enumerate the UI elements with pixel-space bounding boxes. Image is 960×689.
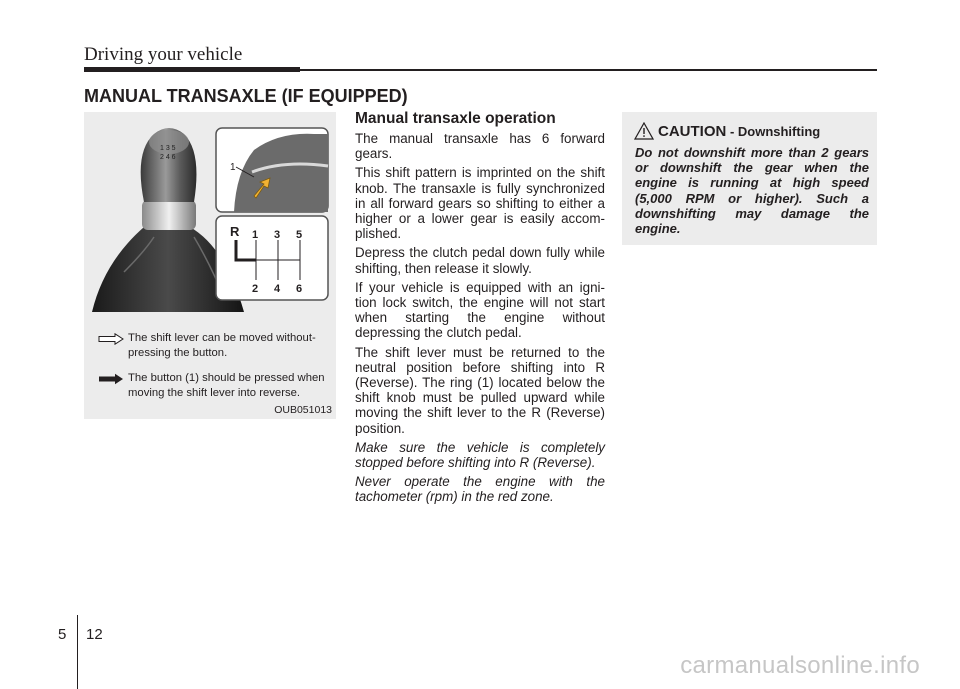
caution-title bbox=[658, 123, 820, 140]
shift-knob-illustration bbox=[84, 112, 336, 342]
paragraph: The shift lever must be returned to the neutral position before shifting into R (Reverse). The ring (1) located below the shift knob must be pulled upward while moving the shift lever to the R (Reverse) position. bbox=[355, 344, 605, 436]
paragraph: Depress the clutch pedal down fully while shifting, then release it slowly. bbox=[355, 245, 605, 276]
caution-text: Do not downshift more than 2 gears or downshift the gear when the engine is running at high speed (5,000 RPM or higher). Such a downshifting may damage the engine. bbox=[635, 145, 869, 237]
caution-label: CAUTION bbox=[658, 123, 727, 140]
gate-label-1: 1 bbox=[252, 229, 259, 241]
page-number: 12 bbox=[86, 626, 103, 643]
subsection-title: Manual transaxle operation bbox=[355, 110, 556, 127]
legend-text-filled: The button (1) should be pressed when moving the shift lever into reverse. bbox=[128, 372, 325, 399]
header-rule-thick bbox=[84, 67, 300, 72]
figure-code: OUB051013 bbox=[274, 404, 332, 416]
paragraph: If your vehicle is equipped with an igni-tion lock switch, the engine will not start when starting the engine without depressing the clutch pedal. bbox=[355, 279, 605, 341]
watermark: carmanualsonline.info bbox=[680, 652, 920, 679]
gate-label-5: 5 bbox=[296, 229, 303, 241]
header-rule-thin bbox=[300, 69, 877, 71]
chapter-number: 5 bbox=[58, 626, 67, 643]
section-title: MANUAL TRANSAXLE (IF EQUIPPED) bbox=[84, 86, 408, 106]
knob-label-bottom: 2 4 6 bbox=[160, 154, 176, 161]
gate-label-4: 4 bbox=[274, 283, 281, 295]
legend-text-outline: The shift lever can be moved without- pressing the button. bbox=[128, 332, 316, 359]
shift-lever-figure bbox=[84, 112, 336, 419]
main-text-column bbox=[355, 110, 605, 509]
filled-arrow-icon bbox=[98, 373, 124, 385]
caution-box bbox=[622, 112, 877, 245]
warning-triangle-icon bbox=[634, 122, 654, 140]
italic-note: Never operate the engine with the tachometer (rpm) in the red zone. bbox=[355, 474, 605, 505]
outline-arrow-icon bbox=[98, 333, 124, 345]
running-header: Driving your vehicle bbox=[84, 44, 243, 65]
paragraph: The manual transaxle has 6 forward gears. bbox=[355, 131, 605, 162]
gate-label-r: R bbox=[230, 224, 240, 239]
caution-header bbox=[632, 122, 872, 142]
italic-note: Make sure the vehicle is completely stopped before shifting into R (Reverse). bbox=[355, 439, 605, 471]
caution-subtitle: - Downshifting bbox=[726, 124, 821, 139]
gate-label-2: 2 bbox=[252, 283, 259, 295]
shift-ring bbox=[142, 200, 196, 230]
paragraph: This shift pattern is imprinted on the shift knob. The transaxle is fully synchronized in all forward gears so shifting to either a higher or a lower gear is easily accom-plished. bbox=[355, 165, 605, 242]
gate-label-6: 6 bbox=[296, 283, 303, 295]
knob-label-top: 1 3 5 bbox=[160, 145, 176, 152]
page-number-divider bbox=[77, 615, 78, 689]
gate-label-3: 3 bbox=[274, 229, 281, 241]
callout-number: 1 bbox=[230, 162, 236, 173]
